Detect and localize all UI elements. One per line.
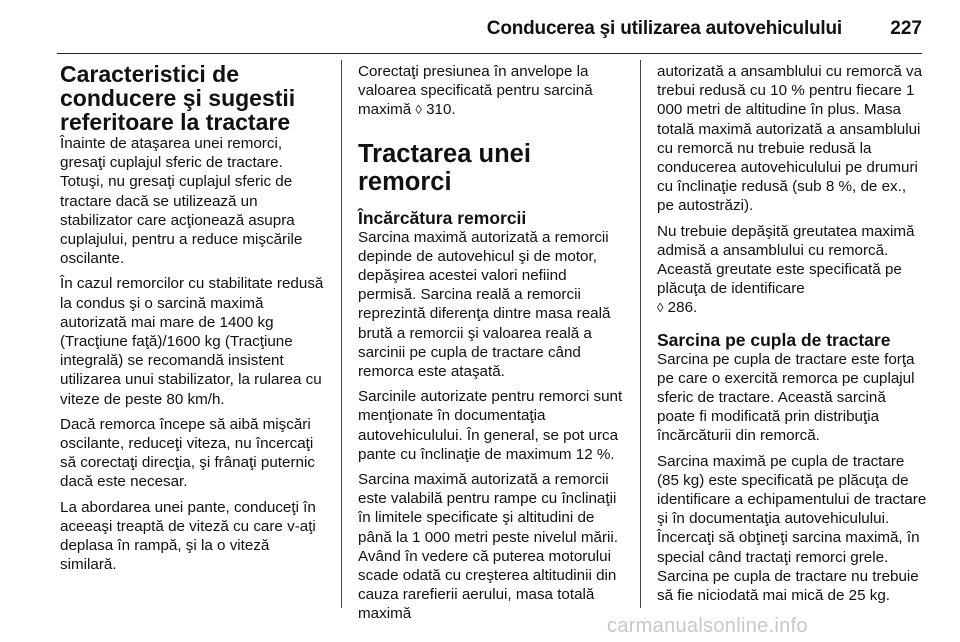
- column-divider: [341, 60, 342, 608]
- paragraph-text: Nu trebuie depăşită greutatea maximă admisă a ansamblului cu remorcă. Această greutate este specificată pe plăcuţa de identificare: [657, 222, 915, 298]
- intro-text: Corectaţi presiunea în anvelope la valoarea specificată pentru sarcină maximă: [358, 63, 593, 119]
- page-header: [0, 0, 960, 56]
- column-1: [60, 62, 330, 580]
- running-header-title: Conducerea şi utilizarea autovehiculului: [486, 18, 842, 39]
- paragraph: În cazul remorcilor cu stabilitate redusă la condus şi o sarcină maximă autorizată mai mare de 1400 kg (Tracţiune faţă)/1600 kg (Tracţiune integrală) se recomandă insistent utilizarea unui stabilizator, la rularea cu viteze de peste 80 km/h.: [60, 275, 324, 408]
- section-title-towing: Tractarea unei remorci: [358, 139, 531, 196]
- subsection-title-coupling-load: Sarcina pe cupla de tractare: [657, 329, 891, 350]
- section-heading-driving-characteristics: Caracteristici de conducere şi sugestii referitoare la tractare: [60, 61, 296, 135]
- paragraph: [657, 222, 927, 318]
- page-reference-arrow-icon: ◊: [657, 300, 664, 316]
- paragraph: [358, 62, 628, 120]
- paragraph: Sarcina pe cupla de tractare este forţa pe care o exercită remorca pe cuplajul sferic de tractare. Această sarcină poate fi modificată prin distribuţia încărcăturii din remorcă.: [657, 350, 915, 445]
- paragraph: Sarcina maximă autorizată a remorcii depinde de autovehicul şi de motor, depăşirea acestei valori nefiind permisă. Sarcina reală a remorcii reprezintă diferenţa dintre masa reală brută a remorcii şi valoarea reală a sarcinii pe cupla de tractare când remorca este ataşată.: [358, 228, 611, 381]
- page-reference-link[interactable]: 310.: [426, 101, 456, 119]
- page-reference-link[interactable]: 286.: [667, 299, 698, 317]
- header-rule: [57, 53, 922, 54]
- page-number: 227: [890, 18, 922, 39]
- paragraph: Sarcina maximă autorizată a remorcii este valabilă pentru rampe cu înclinaţii în limitele specificate şi altitudini de până la 1 000 metri peste nivelul mării. Având în vedere că puterea motorului scade odată cu creşterea altitudinii din cauza rarefierii aerului, masa totală maximă: [358, 471, 619, 623]
- column-3: [657, 62, 927, 611]
- column-2: [358, 62, 628, 630]
- paragraph: La abordarea unei pante, conduceţi în aceeaşi treaptă de viteză cu care v-aţi deplasa în rampă, şi la o viteză similară.: [60, 498, 316, 574]
- paragraph: Sarcinile autorizate pentru remorci sunt menţionate în documentaţia autovehiculului. În general, se pot urca pante cu înclinaţie de maximum 12 %.: [358, 388, 623, 463]
- watermark: carmanualsonline.info: [607, 615, 808, 637]
- paragraph: Sarcina maximă pe cupla de tractare (85 kg) este specificată pe plăcuţa de identificare a echipamentului de tractare şi în documentaţia autovehiculului. Încercaţi să obţineţi sarcina maximă, în special când tractaţi remorci grele. Sarcina pe cupla de tractare nu trebuie să fie niciodată mai mică de 25 kg.: [657, 452, 927, 605]
- page-reference-arrow-icon: ◊: [415, 102, 422, 118]
- paragraph: autorizată a ansamblului cu remorcă va trebui redusă cu 10 % pentru fiecare 1 000 metri de altitudine în plus. Masa totală maximă autorizată a ansamblului cu remorcă nu trebuie redusă la conducerea autovehiculului pe drumuri cu înclinaţie redusă (sub 8 %, de ex., pe autostrăzi).: [657, 63, 923, 215]
- subsection-title-trailer-load: Încărcătura remorcii: [358, 207, 527, 228]
- column-divider: [640, 60, 641, 608]
- paragraph: Dacă remorca începe să aibă mişcări oscilante, reduceţi viteza, nu încercaţi să corectaţi direcţia, şi frânaţi puternic dacă este necesar.: [60, 415, 315, 491]
- paragraph: Înainte de ataşarea unei remorci, gresaţi cuplajul sferic de tractare. Totuşi, nu gresaţi cuplajul sferic de tractare dacă se utilizează un stabilizator care acţionează asupra cuplajului, pentru a reduce mişcările oscilante.: [60, 135, 303, 268]
